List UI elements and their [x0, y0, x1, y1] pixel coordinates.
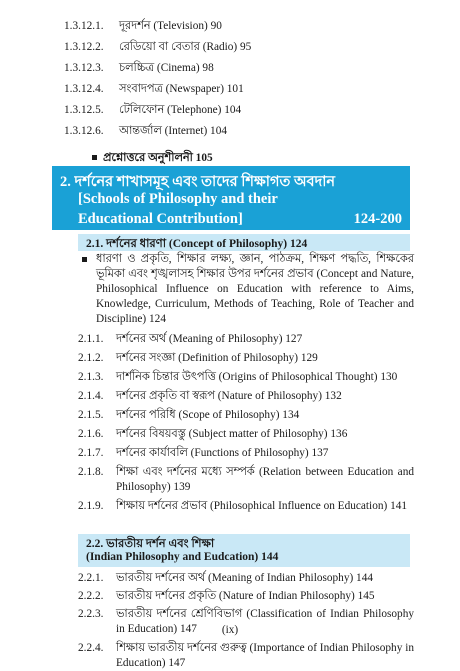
entry-number: 1.3.12.3. — [64, 62, 104, 74]
section-title: 2.1. দর্শনের ধারণা (Concept of Philosophy) 124 — [86, 238, 308, 250]
entry-text: চলচ্চিত্র (Cinema) 98 — [119, 62, 214, 74]
section-title-english: (Indian Philosophy and Eudcation) 144 — [86, 551, 279, 563]
entry-text: দূরদর্শন (Television) 90 — [119, 20, 222, 32]
chapter-banner — [52, 166, 410, 230]
entry-text: ভারতীয় দর্শনের প্রকৃতি (Nature of Indian Philosophy) 145 — [116, 590, 375, 602]
section-title-bengali: 2.2. ভারতীয় দর্শন এবং শিক্ষা — [86, 538, 215, 550]
entry-text: টেলিফোন (Telephone) 104 — [119, 104, 242, 116]
entry-text: দার্শনিক চিন্তার উৎপত্তি (Origins of Philosophical Thought) 130 — [116, 371, 398, 383]
entry-text: দর্শনের প্রকৃতি বা স্বরূপ (Nature of Philosophy) 132 — [116, 390, 342, 402]
entry-number: 2.1.5. — [78, 409, 104, 421]
entry-text: দর্শনের বিষয়বস্তু (Subject matter of Philosophy) 136 — [116, 428, 348, 440]
topic-text: ধারণা ও প্রকৃতি, শিক্ষার লক্ষ্য, জ্ঞান, পাঠক্রম, শিক্ষণ পদ্ধতি, শিক্ষকের ভূমিকা এবং শৃঙ্খলাসহ শিক্ষার উপর দর্শনের প্রভাব (Concept and Nature, Philosophical Influence on Education with reference to Aims, Knowledge, Curriculum, Methods of Teaching, Role of Teacher and Discipline) 124 — [96, 253, 414, 325]
page-number: (ix) — [221, 624, 239, 636]
section-heading — [78, 534, 410, 567]
entry-text: রেডিয়ো বা বেতার (Radio) 95 — [119, 41, 252, 53]
entry-number: 2.1.3. — [78, 371, 104, 383]
entry-number: 1.3.12.6. — [64, 125, 104, 137]
entry-number: 1.3.12.4. — [64, 83, 104, 95]
entry-text: দর্শনের কার্যাবলি (Functions of Philosophy) 137 — [116, 447, 329, 459]
entry-text: আন্তর্জাল (Internet) 104 — [119, 125, 228, 137]
section-heading — [78, 234, 410, 251]
entry-number: 2.2.3. — [78, 608, 104, 620]
entry-number: 2.1.7. — [78, 447, 104, 459]
entry-number: 2.1.4. — [78, 390, 104, 402]
chapter-page-range: 124-200 — [353, 211, 402, 227]
topic-paragraph — [96, 252, 414, 327]
square-bullet-icon — [82, 257, 87, 262]
entry-text: সংবাদপত্র (Newspaper) 101 — [119, 83, 244, 95]
entry-text: শিক্ষায় ভারতীয় দর্শনের গুরুত্ব (Importance of Indian Philosophy in Education) 147 — [116, 642, 414, 669]
entry-text: শিক্ষায় দর্শনের প্রভাব (Philosophical Influence on Education) 141 — [116, 500, 408, 512]
entry-number: 2.2.4. — [78, 642, 104, 654]
entry-number: 2.1.2. — [78, 352, 104, 364]
entry-number: 2.1.6. — [78, 428, 104, 440]
entry-text: শিক্ষা এবং দর্শনের মধ্যে সম্পর্ক (Relation between Education and Philosophy) 139 — [116, 466, 414, 493]
square-bullet-icon — [92, 155, 97, 160]
exercise-text: প্রশ্নোত্তরে অনুশীলনী 105 — [103, 152, 213, 164]
entry-text: ভারতীয় দর্শনের অর্থ (Meaning of Indian Philosophy) 144 — [116, 572, 373, 584]
entry-number: 2.1.9. — [78, 500, 104, 512]
chapter-title-bengali: 2. দর্শনের শাখাসমূহ এবং তাদের শিক্ষাগত অবদান — [60, 174, 336, 190]
chapter-title-english-1: [Schools of Philosophy and their — [78, 191, 278, 207]
entry-number: 1.3.12.5. — [64, 104, 104, 116]
entry-number: 1.3.12.1. — [64, 20, 104, 32]
entry-number: 2.1.1. — [78, 333, 104, 345]
entry-number: 2.2.2. — [78, 590, 104, 602]
entry-text: দর্শনের অর্থ (Meaning of Philosophy) 127 — [116, 333, 303, 345]
entry-number: 1.3.12.2. — [64, 41, 104, 53]
entry-text: দর্শনের পরিধি (Scope of Philosophy) 134 — [116, 409, 300, 421]
entry-number: 2.1.8. — [78, 466, 104, 478]
entry-text: দর্শনের সংজ্ঞা (Definition of Philosophy) 129 — [116, 352, 318, 364]
entry-number: 2.2.1. — [78, 572, 104, 584]
entry-text: ভারতীয় দর্শনের শ্রেণিবিভাগ (Classification of Indian Philosophy in Education) 147 — [116, 608, 414, 635]
chapter-title-english-2: Educational Contribution] — [78, 211, 243, 227]
